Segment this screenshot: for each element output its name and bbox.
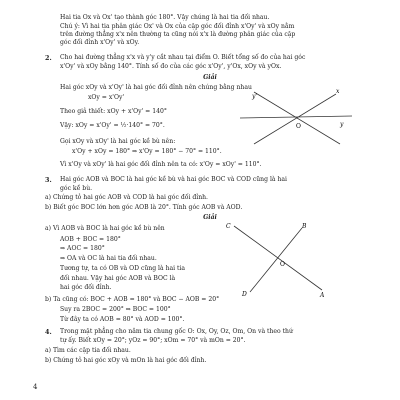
text-line: b) Chứng tỏ hai góc xOy và mOn là hai góc đối đỉnh.	[45, 357, 207, 364]
equation: xOy = x'Oy'	[88, 94, 125, 101]
text-line: Hai góc xOy và x'Oy' là hai góc đối đỉnh nên chúng bằng nhau	[60, 84, 252, 91]
text-line: Tương tự, ta có OB và OD cũng là hai tia	[60, 265, 186, 272]
label-a: A	[320, 292, 325, 298]
label-o: O	[296, 123, 301, 130]
text-line: Suy ra 2BOC = 200° ⇒ BOC = 100°	[60, 306, 171, 313]
label-y: y	[340, 121, 344, 128]
text-line: đối nhau. Vậy hai góc AOB và BOC là	[60, 275, 176, 282]
label-x: x	[336, 88, 340, 95]
text-line: Gọi xOy và xOy' là hai góc kề bù nên:	[60, 138, 176, 145]
text-line: Cho hai đường thẳng x'x và y'y cắt nhau tại điểm O. Biết tổng số đo của hai góc	[60, 54, 306, 61]
text-line: b) Ta cũng có: BOC + AOB = 180° và BOC − AOB = 20°	[45, 296, 220, 303]
solution-heading: Giải	[203, 74, 217, 81]
exercise-number: 3.	[45, 176, 52, 184]
text-line: Hai góc AOB và BOC là hai góc kề bù và hai góc BOC và COD cũng là hai	[60, 176, 287, 183]
text-line: Hai tia Ox và Ox' tạo thành góc 180°. Vậy chúng là hai tia đối nhau.	[60, 14, 270, 21]
equation: ⇒ AOC = 180°	[60, 245, 105, 252]
text-line: a) Chứng tỏ hai góc AOB và COD là hai góc đối đỉnh.	[45, 194, 208, 201]
text-line: tự ấy. Biết xOy = 20°; yOz = 90°; xOm = 70° và mOn = 20°.	[60, 337, 246, 344]
label-o: O	[280, 261, 285, 268]
text-line: Từ đây ta có AOB = 80° và AOD = 100°.	[60, 316, 185, 323]
text-line: Trong mặt phẳng cho năm tia chung gốc O: Ox, Oy, Oz, Om, On và theo thứ	[60, 328, 293, 335]
exercise-number: 2.	[45, 54, 52, 62]
text-line: ⇒ OA và OC là hai tia đối nhau.	[60, 255, 157, 262]
figure-four-rays	[214, 220, 344, 298]
text-line: Theo giả thiết: xOy + x'Oy' = 140°	[60, 108, 167, 115]
figure-intersecting-lines	[236, 86, 356, 148]
text-line: x'Oy' và xOy bằng 140°. Tính số đo của các góc x'Oy', y'Ox, xOy và yOx.	[60, 63, 282, 70]
label-c: C	[226, 223, 231, 230]
text-line: góc đối đỉnh x'Oy' và xOy.	[60, 39, 140, 46]
page-number: 4	[33, 383, 38, 391]
equation: x'Oy + xOy = 180° ⇒ x'Oy = 180° − 70° = 110°.	[72, 148, 222, 155]
label-d: D	[242, 291, 247, 298]
text-line: trên đường thẳng x'x nên thường ta cũng nói x'x là đường phân giác của cặp	[60, 31, 296, 38]
text-line: Chú ý: Vì hai tia phân giác Ox' và Ox của cặp góc đối đỉnh x'Oy' và xOy nằm	[60, 23, 295, 30]
text-line: Vì x'Oy và xOy' là hai góc đối đỉnh nên ta có: x'Oy = xOy' = 110°.	[60, 161, 262, 168]
text-line: góc kề bù.	[60, 185, 93, 192]
text-line: b) Biết góc BOC lớn hơn góc AOB là 20°. Tính góc AOB và AOD.	[45, 204, 243, 211]
text-line: a) Vì AOB và BOC là hai góc kề bù nên	[45, 225, 165, 232]
label-b: B	[302, 223, 307, 230]
text-line: hai góc đối đỉnh.	[60, 284, 112, 291]
text-line: a) Tìm các cặp tia đối nhau.	[45, 347, 131, 354]
exercise-number: 4.	[45, 328, 52, 336]
text-line: Vậy: xOy = x'Oy' = ½·140° = 70°.	[60, 122, 165, 129]
equation: AOB + BOC = 180°	[60, 236, 121, 243]
label-y-prime: y'	[252, 93, 258, 100]
solution-heading: Giải	[203, 214, 217, 221]
